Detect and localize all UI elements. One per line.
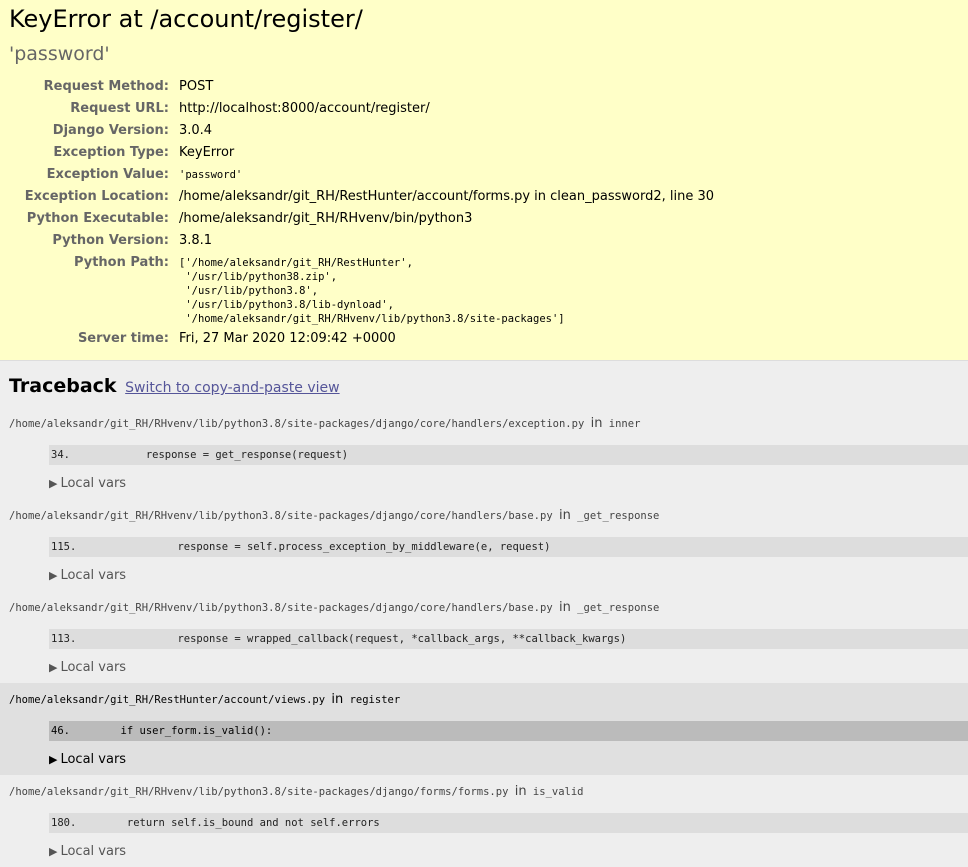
frame-function-name: _get_response bbox=[577, 510, 660, 522]
triangle-right-icon: ▶ bbox=[49, 845, 58, 858]
exception-value-heading: 'password' bbox=[9, 43, 110, 65]
meta-value: ['/home/aleksandr/git_RH/RestHunter', '/usr/lib/python38.zip', '/usr/lib/python3.8', '/usr/lib/python3.8/lib-dynload', '/home/aleksandr/git_RH/RHvenv/lib/python3.8/site-packages'] bbox=[179, 257, 565, 325]
frame-code: if user_form.is_valid(): bbox=[69, 725, 273, 737]
frame-location bbox=[0, 591, 968, 619]
frame-line-number: 180. bbox=[51, 817, 77, 829]
meta-value: 3.8.1 bbox=[179, 233, 213, 248]
frame-location bbox=[0, 683, 968, 711]
meta-row bbox=[9, 76, 714, 98]
local-vars-toggle[interactable] bbox=[49, 567, 968, 591]
meta-label: Python Path: bbox=[73, 255, 169, 270]
frame-function-name: is_valid bbox=[532, 786, 584, 798]
frame-in-word: in bbox=[590, 416, 603, 431]
frame-context-line[interactable] bbox=[49, 721, 968, 741]
frame-in-word: in bbox=[514, 784, 527, 799]
switch-to-copy-paste-link[interactable]: Switch to copy-and-paste view bbox=[125, 380, 340, 396]
page-title: KeyError at /account/register/ bbox=[9, 5, 363, 33]
frame-line-number: 46. bbox=[51, 725, 70, 737]
traceback-heading bbox=[0, 361, 968, 407]
meta-row bbox=[9, 252, 714, 328]
frame-function-name: register bbox=[349, 694, 401, 706]
meta-label: Server time: bbox=[77, 331, 169, 346]
traceback-frame bbox=[0, 683, 968, 775]
meta-label: Exception Type: bbox=[53, 145, 169, 160]
frame-line-number: 113. bbox=[51, 633, 77, 645]
triangle-right-icon: ▶ bbox=[49, 477, 58, 490]
traceback-frame bbox=[0, 407, 968, 499]
frame-code: response = wrapped_callback(request, *callback_args, **callback_kwargs) bbox=[76, 633, 627, 645]
meta-value: 3.0.4 bbox=[179, 123, 213, 138]
frame-code: response = get_response(request) bbox=[69, 449, 349, 461]
traceback-section bbox=[0, 361, 968, 867]
frame-context-line[interactable] bbox=[49, 629, 968, 649]
triangle-right-icon: ▶ bbox=[49, 569, 58, 582]
traceback-frames bbox=[0, 407, 968, 867]
frame-in-word: in bbox=[331, 692, 344, 707]
local-vars-toggle[interactable] bbox=[49, 659, 968, 683]
triangle-right-icon: ▶ bbox=[49, 661, 58, 674]
meta-label: Request URL: bbox=[70, 101, 169, 116]
local-vars-label: Local vars bbox=[60, 660, 127, 675]
meta-label: Python Executable: bbox=[26, 211, 169, 226]
meta-row bbox=[9, 208, 714, 230]
frame-file-path: /home/aleksandr/git_RH/RHvenv/lib/python3.8/site-packages/django/forms/forms.py bbox=[9, 786, 509, 798]
local-vars-label: Local vars bbox=[60, 844, 127, 859]
meta-value: /home/aleksandr/git_RH/RestHunter/account/forms.py in clean_password2, line 30 bbox=[179, 189, 715, 204]
local-vars-label: Local vars bbox=[60, 752, 127, 767]
frame-location bbox=[0, 775, 968, 803]
meta-label: Request Method: bbox=[43, 79, 169, 94]
frame-in-word: in bbox=[558, 600, 571, 615]
local-vars-label: Local vars bbox=[60, 476, 127, 491]
frame-line-number: 115. bbox=[51, 541, 77, 553]
meta-row bbox=[9, 186, 714, 208]
frame-function-name: _get_response bbox=[577, 602, 660, 614]
frame-function-name: inner bbox=[608, 418, 641, 430]
meta-row bbox=[9, 328, 714, 350]
error-summary bbox=[0, 0, 968, 361]
frame-line-number: 34. bbox=[51, 449, 70, 461]
meta-value: /home/aleksandr/git_RH/RHvenv/bin/python3 bbox=[179, 211, 473, 226]
meta-value: POST bbox=[179, 79, 214, 94]
meta-row bbox=[9, 120, 714, 142]
triangle-right-icon: ▶ bbox=[49, 753, 58, 766]
local-vars-toggle[interactable] bbox=[49, 475, 968, 499]
frame-context-line[interactable] bbox=[49, 537, 968, 557]
traceback-title: Traceback bbox=[9, 375, 117, 397]
traceback-frame bbox=[0, 591, 968, 683]
frame-location bbox=[0, 407, 968, 435]
frame-file-path: /home/aleksandr/git_RH/RestHunter/account/views.py bbox=[9, 694, 326, 706]
local-vars-label: Local vars bbox=[60, 568, 127, 583]
frame-context-line[interactable] bbox=[49, 813, 968, 833]
meta-row bbox=[9, 142, 714, 164]
frame-location bbox=[0, 499, 968, 527]
meta-label: Exception Value: bbox=[46, 167, 169, 182]
local-vars-toggle[interactable] bbox=[49, 751, 968, 775]
meta-label: Python Version: bbox=[52, 233, 169, 248]
meta-value: KeyError bbox=[179, 145, 235, 160]
frame-in-word: in bbox=[558, 508, 571, 523]
meta-row bbox=[9, 164, 714, 186]
frame-code: response = self.process_exception_by_middleware(e, request) bbox=[76, 541, 551, 553]
traceback-frame bbox=[0, 775, 968, 867]
meta-row bbox=[9, 98, 714, 120]
local-vars-toggle[interactable] bbox=[49, 843, 968, 867]
meta-label: Exception Location: bbox=[24, 189, 169, 204]
meta-value: Fri, 27 Mar 2020 12:09:42 +0000 bbox=[179, 331, 396, 346]
meta-row bbox=[9, 230, 714, 252]
frame-context-line[interactable] bbox=[49, 445, 968, 465]
frame-file-path: /home/aleksandr/git_RH/RHvenv/lib/python3.8/site-packages/django/core/handlers/base.py bbox=[9, 602, 553, 614]
traceback-frame bbox=[0, 499, 968, 591]
meta-label: Django Version: bbox=[52, 123, 169, 138]
meta-value: 'password' bbox=[179, 169, 243, 181]
request-meta-table bbox=[9, 76, 714, 350]
frame-code: return self.is_bound and not self.errors bbox=[76, 817, 380, 829]
frame-file-path: /home/aleksandr/git_RH/RHvenv/lib/python3.8/site-packages/django/core/handlers/base.py bbox=[9, 510, 553, 522]
meta-value: http://localhost:8000/account/register/ bbox=[179, 101, 430, 116]
frame-file-path: /home/aleksandr/git_RH/RHvenv/lib/python3.8/site-packages/django/core/handlers/exception.py bbox=[9, 418, 585, 430]
